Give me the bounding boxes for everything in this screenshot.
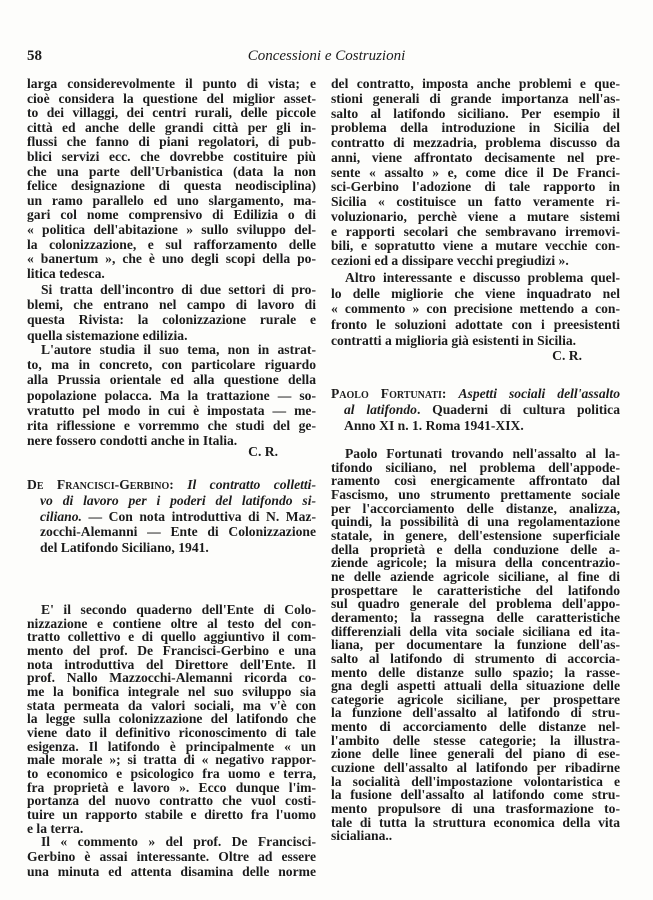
text-line: la fusione dell'assalto al latifondo come stru- xyxy=(331,787,620,803)
reference-author: De Francisci-Gerbino xyxy=(27,477,170,492)
text-line: me la bonifica integrale nel suo sviluppo sia xyxy=(27,683,316,699)
text-line: portanza del nuovo contratto che vuol costi- xyxy=(27,793,316,809)
text-line: Fascismo, uno strumento prettamente sociale xyxy=(331,486,620,502)
text-line: sci-Gerbino l'adozione di tale rapporto in xyxy=(331,179,620,195)
text-line: categorie agricole siciliane, per prospettare xyxy=(331,691,620,707)
text-line: tifondo siciliano, nel problema dell'appode- xyxy=(331,459,620,475)
paragraph xyxy=(331,447,620,843)
text-line: blemi, che entrano nel campo di lavoro di xyxy=(27,297,316,313)
text-line: mento propulsore di una trasformazione to- xyxy=(331,801,620,817)
text-line: la legge sulla colonizzazione del latifondo che xyxy=(27,711,316,727)
text-line: nota introduttiva del Direttore dell'Ente. Il xyxy=(27,656,316,672)
text-line: L'autore studia il suo tema, non in astrat- xyxy=(41,342,316,357)
text-line: « banertum », che è uno degli scopi della po- xyxy=(27,251,316,267)
text-line: Si tratta dell'incontro di due settori di pro- xyxy=(41,282,316,297)
signature-text: C. R. xyxy=(248,444,278,459)
text-line: la colonizzazione, e sul rafforzamento delle xyxy=(27,236,316,252)
text-line: quindi, la possibilità di una regolamentazione xyxy=(331,514,620,530)
text-line: litica tedesca. xyxy=(27,265,105,281)
paragraph xyxy=(331,77,620,269)
text-line: gari col nome comprensivo di Edilizia o di xyxy=(27,207,316,223)
text-line: tratto collettivo e di quello aggiuntivo il com- xyxy=(27,629,316,645)
text-line: ne delle aziende agricole siciliane, al fine di xyxy=(331,568,620,584)
text-line: quella sistemazione edilizia. xyxy=(27,327,188,343)
text-line: Altro interessante e discusso problema quel- xyxy=(345,270,620,285)
reference-line xyxy=(331,386,620,402)
text-line: cioè considera la questione del miglior asset- xyxy=(27,90,316,106)
reference-title: Il contratto colletti- xyxy=(187,477,316,492)
text-line: ziende agricole; la misura della concentrazio- xyxy=(331,555,620,571)
reference-title: Aspetti sociali dell'assalto xyxy=(458,386,620,401)
text-line: esigenza. Il latifondo è principalmente « un xyxy=(27,738,316,754)
reference-text: del Latifondo Siciliano, 1941. xyxy=(40,540,209,556)
signature-initials xyxy=(331,348,620,363)
text-line: ramento così energicamente affrontato dal xyxy=(331,473,620,489)
paragraph xyxy=(27,77,316,281)
text-line: flussi che fanno di piani regolatori, di pub- xyxy=(27,134,316,150)
signature-initials xyxy=(27,444,316,459)
reference-text: Anno XI n. 1. Roma 1941-XIX. xyxy=(344,418,524,433)
text-line: tale di tutta la struttura economica della vita xyxy=(331,814,620,830)
text-line: zione delle linee generali del piano di ese- xyxy=(331,746,620,762)
text-line: Gerbino è assai interessante. Oltre ad essere xyxy=(27,849,316,865)
reference-line xyxy=(27,477,316,493)
reference-line xyxy=(27,509,316,525)
reference-text: . Quaderni di cultura politica xyxy=(416,402,620,417)
text-line: E' il secondo quaderno dell'Ente di Colo- xyxy=(41,602,316,617)
text-line: deramento; la rassegna delle caratteristiche xyxy=(331,609,620,625)
text-line: salto al latifondo siciliano. Per esempio il xyxy=(331,105,620,121)
text-line: problema della introduzione in Sicilia del xyxy=(331,120,620,136)
bibliographic-reference xyxy=(27,477,316,556)
text-line: fra proprietà e lavoro ». Ecco dunque l'im- xyxy=(27,779,316,795)
text-line: « politica dell'abitazione » sullo sviluppo del- xyxy=(27,221,316,237)
text-line: tuire un rapporto stabile e diretto fra l'uomo xyxy=(27,806,316,822)
text-line: prof. Nallo Mazzocchi-Alemanni ricorda co- xyxy=(27,670,316,686)
text-line: mento di accorciamento delle distanze nel- xyxy=(331,719,620,735)
text-line: e la terra. xyxy=(27,820,84,836)
text-line: sente « assalto » e, come dice il De Franci- xyxy=(331,164,620,180)
reference-line xyxy=(331,402,620,418)
text-line: fronto le soluzioni adottate con i preesistenti xyxy=(331,317,620,333)
text-line: della proprietà e della conduzione delle a- xyxy=(331,541,620,557)
text-line: cuzione dell'assalto al latifondo per ribadirne xyxy=(331,760,620,776)
text-line: mento delle distanze sullo spazio; la rasse- xyxy=(331,664,620,680)
text-line: l'ambito delle stesse categorie; la illustra- xyxy=(331,732,620,748)
text-line: differenziali della vita sociale siciliana ed ita- xyxy=(331,623,620,639)
text-line: la funzione dell'assalto al latifondo di stru- xyxy=(331,705,620,721)
reference-title: al latifondo xyxy=(344,402,417,417)
text-line: gna degli aspetti attuali della situazione delle xyxy=(331,678,620,694)
text-line: nizzazione e contiene oltre al testo del con- xyxy=(27,615,316,631)
text-line: sul quadro generale del problema dell'appo- xyxy=(331,596,620,612)
text-line: prospettare le caratteristiche del latifondo xyxy=(331,582,620,598)
reference-author: Paolo Fortunati xyxy=(331,386,442,401)
text-line: « commento » con precisione mettendo a con- xyxy=(331,301,620,317)
reference-text: — Con nota introduttiva di N. Maz- xyxy=(81,508,316,524)
text-line: salto al latifondo di strumento di accorcia- xyxy=(331,650,620,666)
signature-text: C. R. xyxy=(552,348,582,363)
text-line: sicialiana.. xyxy=(331,828,393,844)
reference-line xyxy=(27,540,316,556)
reference-line xyxy=(27,524,316,540)
text-line: che una parte dell'Urbanistica (data la non xyxy=(27,163,316,179)
running-title: Concessioni e Costruzioni xyxy=(247,48,406,64)
text-line: Paolo Fortunati trovando nell'assalto al la- xyxy=(345,446,620,461)
text-line: contratti a miglioria già esistenti in Sicilia. xyxy=(331,332,577,348)
paragraph xyxy=(27,834,316,880)
text-line: contratto di mezzadria, problema discusso da xyxy=(331,135,620,150)
text-line: voluzionario, perchè viene a mutare sistemi xyxy=(331,208,620,224)
paragraph xyxy=(27,342,316,448)
text-line: anni, viene affrontato decisamente nel pre- xyxy=(331,149,620,165)
text-line: un ramo parallelo ed uno slargamento, ma- xyxy=(27,192,316,208)
text-line: felice designazione di questa neodisciplina) xyxy=(27,178,316,194)
text-line: la socialità dell'impostazione volontaristica e xyxy=(331,773,620,789)
text-line: to dei villaggi, dei centri rurali, delle piccole xyxy=(27,105,316,121)
text-line: lo delle migliorie che viene inquadrato nel xyxy=(331,285,620,301)
text-line: del contratto, imposta anche problemi e que- xyxy=(331,76,620,91)
text-line: male morale »; si tratta di « negativo rappor- xyxy=(27,752,316,768)
text-line: Sicilia « costituisce un fatto veramente ri- xyxy=(331,194,620,209)
reference-line xyxy=(331,418,620,434)
reference-title: vo di lavoro per i poderi del latifondo si- xyxy=(40,492,316,508)
text-line: e rapporti secolari che sembravano irremovi- xyxy=(331,223,620,239)
text-line: stioni generali di grande importanza nell'as- xyxy=(331,90,620,106)
paragraph xyxy=(331,270,620,349)
text-line: questa Rivista: la colonizzazione rurale e xyxy=(27,312,316,328)
text-line: una minuta ed attenta disamina delle norme xyxy=(27,864,316,880)
text-line: per l'accorciamento delle distanze, analizza, xyxy=(331,500,620,516)
text-line: larga considerevolmente il punto di vista; e xyxy=(27,76,316,91)
text-line: vratutto pel modo in cui è impostata — me- xyxy=(27,402,316,418)
text-line: nere fossero condotti anche in Italia. xyxy=(27,433,238,449)
text-line: cezioni ed a dissipare vecchi pregiudizi ». xyxy=(331,253,569,268)
text-line: liana, per documentare la funzione dell'as- xyxy=(331,637,620,653)
reference-title: ciliano. xyxy=(40,508,82,524)
text-line: Il « commento » del prof. De Francisci- xyxy=(41,834,316,849)
reference-line xyxy=(27,493,316,509)
text-line: mento del prof. De Francisci-Gerbino e una xyxy=(27,642,316,658)
page-number: 58 xyxy=(27,48,42,64)
text-line: to, ma in concreto, con particolare riguardo xyxy=(27,357,316,373)
text-line: alla Prussia orientale ed alla questione della xyxy=(27,372,316,388)
reference-text: zocchi-Alemanni — Ente di Colonizzazione xyxy=(40,524,316,540)
reference-text: : xyxy=(441,386,459,401)
text-line: blici servizi ecc. che dovrebbe costituire più xyxy=(27,148,316,164)
text-line: bili, e sopratutto viene a mutare vecchie con- xyxy=(331,238,620,254)
text-line: statale, in genere, dell'estensione superficiale xyxy=(331,527,620,543)
text-line: città ed anche delle grandi città per gli in- xyxy=(27,119,316,135)
paragraph xyxy=(27,282,316,343)
text-line: to economico e psicologico fra uomo e terra, xyxy=(27,765,316,781)
reference-text: : xyxy=(169,477,188,492)
text-line: viene dato il definitivo riconoscimento di tale xyxy=(27,724,316,740)
text-line: rita riflessione e vorremmo che studi del ge- xyxy=(27,418,316,434)
bibliographic-reference xyxy=(331,386,620,434)
paragraph xyxy=(27,603,316,835)
text-line: stata permeata da valori sociali, ma v'è con xyxy=(27,697,316,713)
text-line: popolazione polacca. Ma la trattazione — so- xyxy=(27,387,316,403)
